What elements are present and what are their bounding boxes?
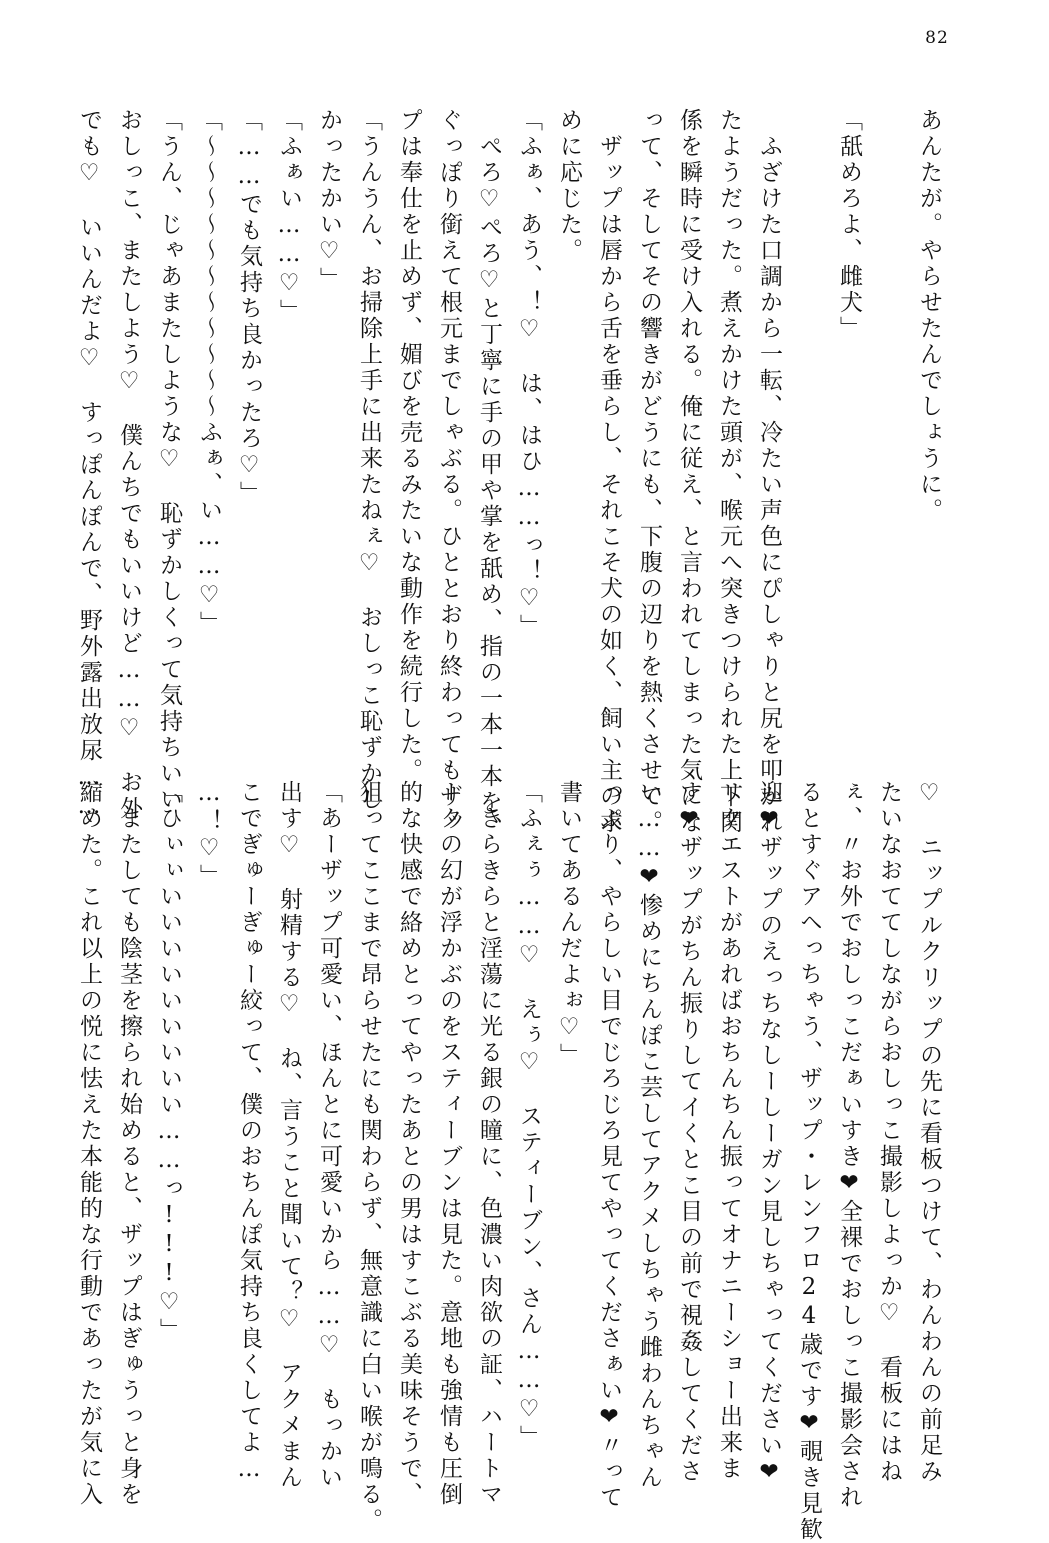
- text-line: プは奉仕を止めず、媚びを売るみたいな動作を続行した。: [396, 108, 422, 784]
- text-line: 「あーザップ可愛い、ほんとに可愛いから……♡ もっかい: [316, 780, 342, 1491]
- text-line: 「ふぁ、あう、！♡ は、はひ……っ！♡」: [516, 108, 542, 640]
- text-line: ザップは唇から舌を垂らし、それこそ犬の如く、飼い主の求: [596, 108, 622, 836]
- text-line: めに応じた。: [556, 108, 582, 264]
- text-line: ♡ ニップルクリップの先に看板つけて、わんわんの前足み: [916, 780, 942, 1485]
- text-line: って、そしてその響きがどうにも、下腹の辺りを熱くさせて。: [636, 108, 662, 836]
- text-line: 縮めた。これ以上の悦に怯えた本能的な行動であったが気に入: [76, 780, 102, 1508]
- text-line: 的な快感で絡めとってやったあとの男はすこぶる美味そうで、: [396, 780, 422, 1508]
- text-line: 「〜〜〜〜〜〜〜〜〜〜〜ふぁ、い……♡」: [196, 108, 222, 637]
- text-line: ぺろ♡ぺろ♡と丁寧に手の甲や掌を舐め、指の一本一本を、: [476, 108, 502, 842]
- text-line: 「ひぃぃいいいいいいいいい……っ!!!♡」: [156, 780, 182, 1344]
- text-line: 「うんうん、お掃除上手に出来たねぇ♡ おしっこ恥ずかし: [356, 108, 382, 813]
- text-line: [789, 108, 829, 728]
- text-line: おしっこ、またしよう♡ 僕んちでもいいけど……♡ お外: [116, 108, 142, 822]
- text-line: たようだった。煮えかけた頭が、喉元へ突きつけられた上下関: [716, 108, 742, 836]
- text-line: [869, 108, 909, 728]
- text-line: でも♡ いいんだよ♡ すっぽんぽんで、野外露出放尿……: [76, 108, 102, 822]
- text-line: 迎❤ザップのえっちなしーしーガン見しちゃってください❤: [756, 780, 782, 1488]
- text-line: またしても陰茎を擦られ始めると、ザップはぎゅうっと身を: [116, 780, 142, 1508]
- text-line: い……❤惨めにちんぽこ芸してアクメしちゃう雌わんちゃん: [636, 780, 662, 1491]
- text-line: 「……でも気持ち良かったろ♡」: [236, 108, 262, 507]
- text-line: あんたが。やらせたんでしょうに。: [916, 108, 942, 524]
- text-block-bottom: [69, 780, 949, 1543]
- text-line: こでぎゅーぎゅー絞って、僕のおちんぽ気持ち良くしてよ…: [236, 780, 262, 1485]
- text-line: 書いてあるんだよぉ♡」: [556, 780, 582, 1069]
- text-block-top: [69, 108, 949, 842]
- text-line: リクエストがあればおちんちん振ってオナニーショー出来ま: [716, 780, 742, 1482]
- text-line: 「舐めろよ、雌犬」: [836, 108, 862, 342]
- text-line: たいなおててしながらおしっこ撮影しよっか♡ 看板にはね: [876, 780, 902, 1485]
- text-line: す❤ザップがちん振りしてイくとこ目の前で視姦してくださ: [676, 780, 702, 1485]
- text-line: ークの幻が浮かぶのをスティーブンは見た。意地も強情も圧倒: [436, 780, 462, 1508]
- text-line: ふざけた口調から一転、冷たい声色にぴしゃりと尻を叩かれ: [756, 108, 782, 836]
- text-line: っぷり、やらしい目でじろじろ見てやってくださぁい❤〃って: [596, 780, 622, 1511]
- text-line: 係を瞬時に受け入れる。俺に従え、と言われてしまった気にな: [676, 108, 702, 836]
- text-line: きらきらと淫蕩に光る銀の瞳に、色濃い肉欲の証、ハートマ: [476, 780, 502, 1508]
- page-number: 82: [925, 28, 949, 48]
- text-line: るとすぐアヘっちゃう、ザップ・レンフロ24歳です❤覗き見歓: [796, 780, 822, 1543]
- text-line: かったかい♡」: [316, 108, 342, 293]
- text-line: …！♡」: [196, 780, 222, 890]
- text-line: ぇ、〃お外でおしっこだぁいすき❤全裸でおしっこ撮影会され: [836, 780, 862, 1511]
- text-line: 出す♡ 射精する♡ ね、言うこと聞いて？♡ アクメまん: [276, 780, 302, 1491]
- text-line: ぐっぽり銜えて根元までしゃぶる。ひととおり終わってもザッ: [436, 108, 462, 836]
- text-line: 「うん、じゃあまたしような♡ 恥ずかしくって気持ちいい: [156, 108, 182, 813]
- text-line: 狙ってここまで昂らせたにも関わらず、無意識に白い喉が鳴る。: [356, 780, 382, 1534]
- text-line: 「ふぇぅ……♡ えぅ♡ スティーブン、さん……♡」: [516, 780, 542, 1451]
- text-line: 「ふぁい……♡」: [276, 108, 302, 325]
